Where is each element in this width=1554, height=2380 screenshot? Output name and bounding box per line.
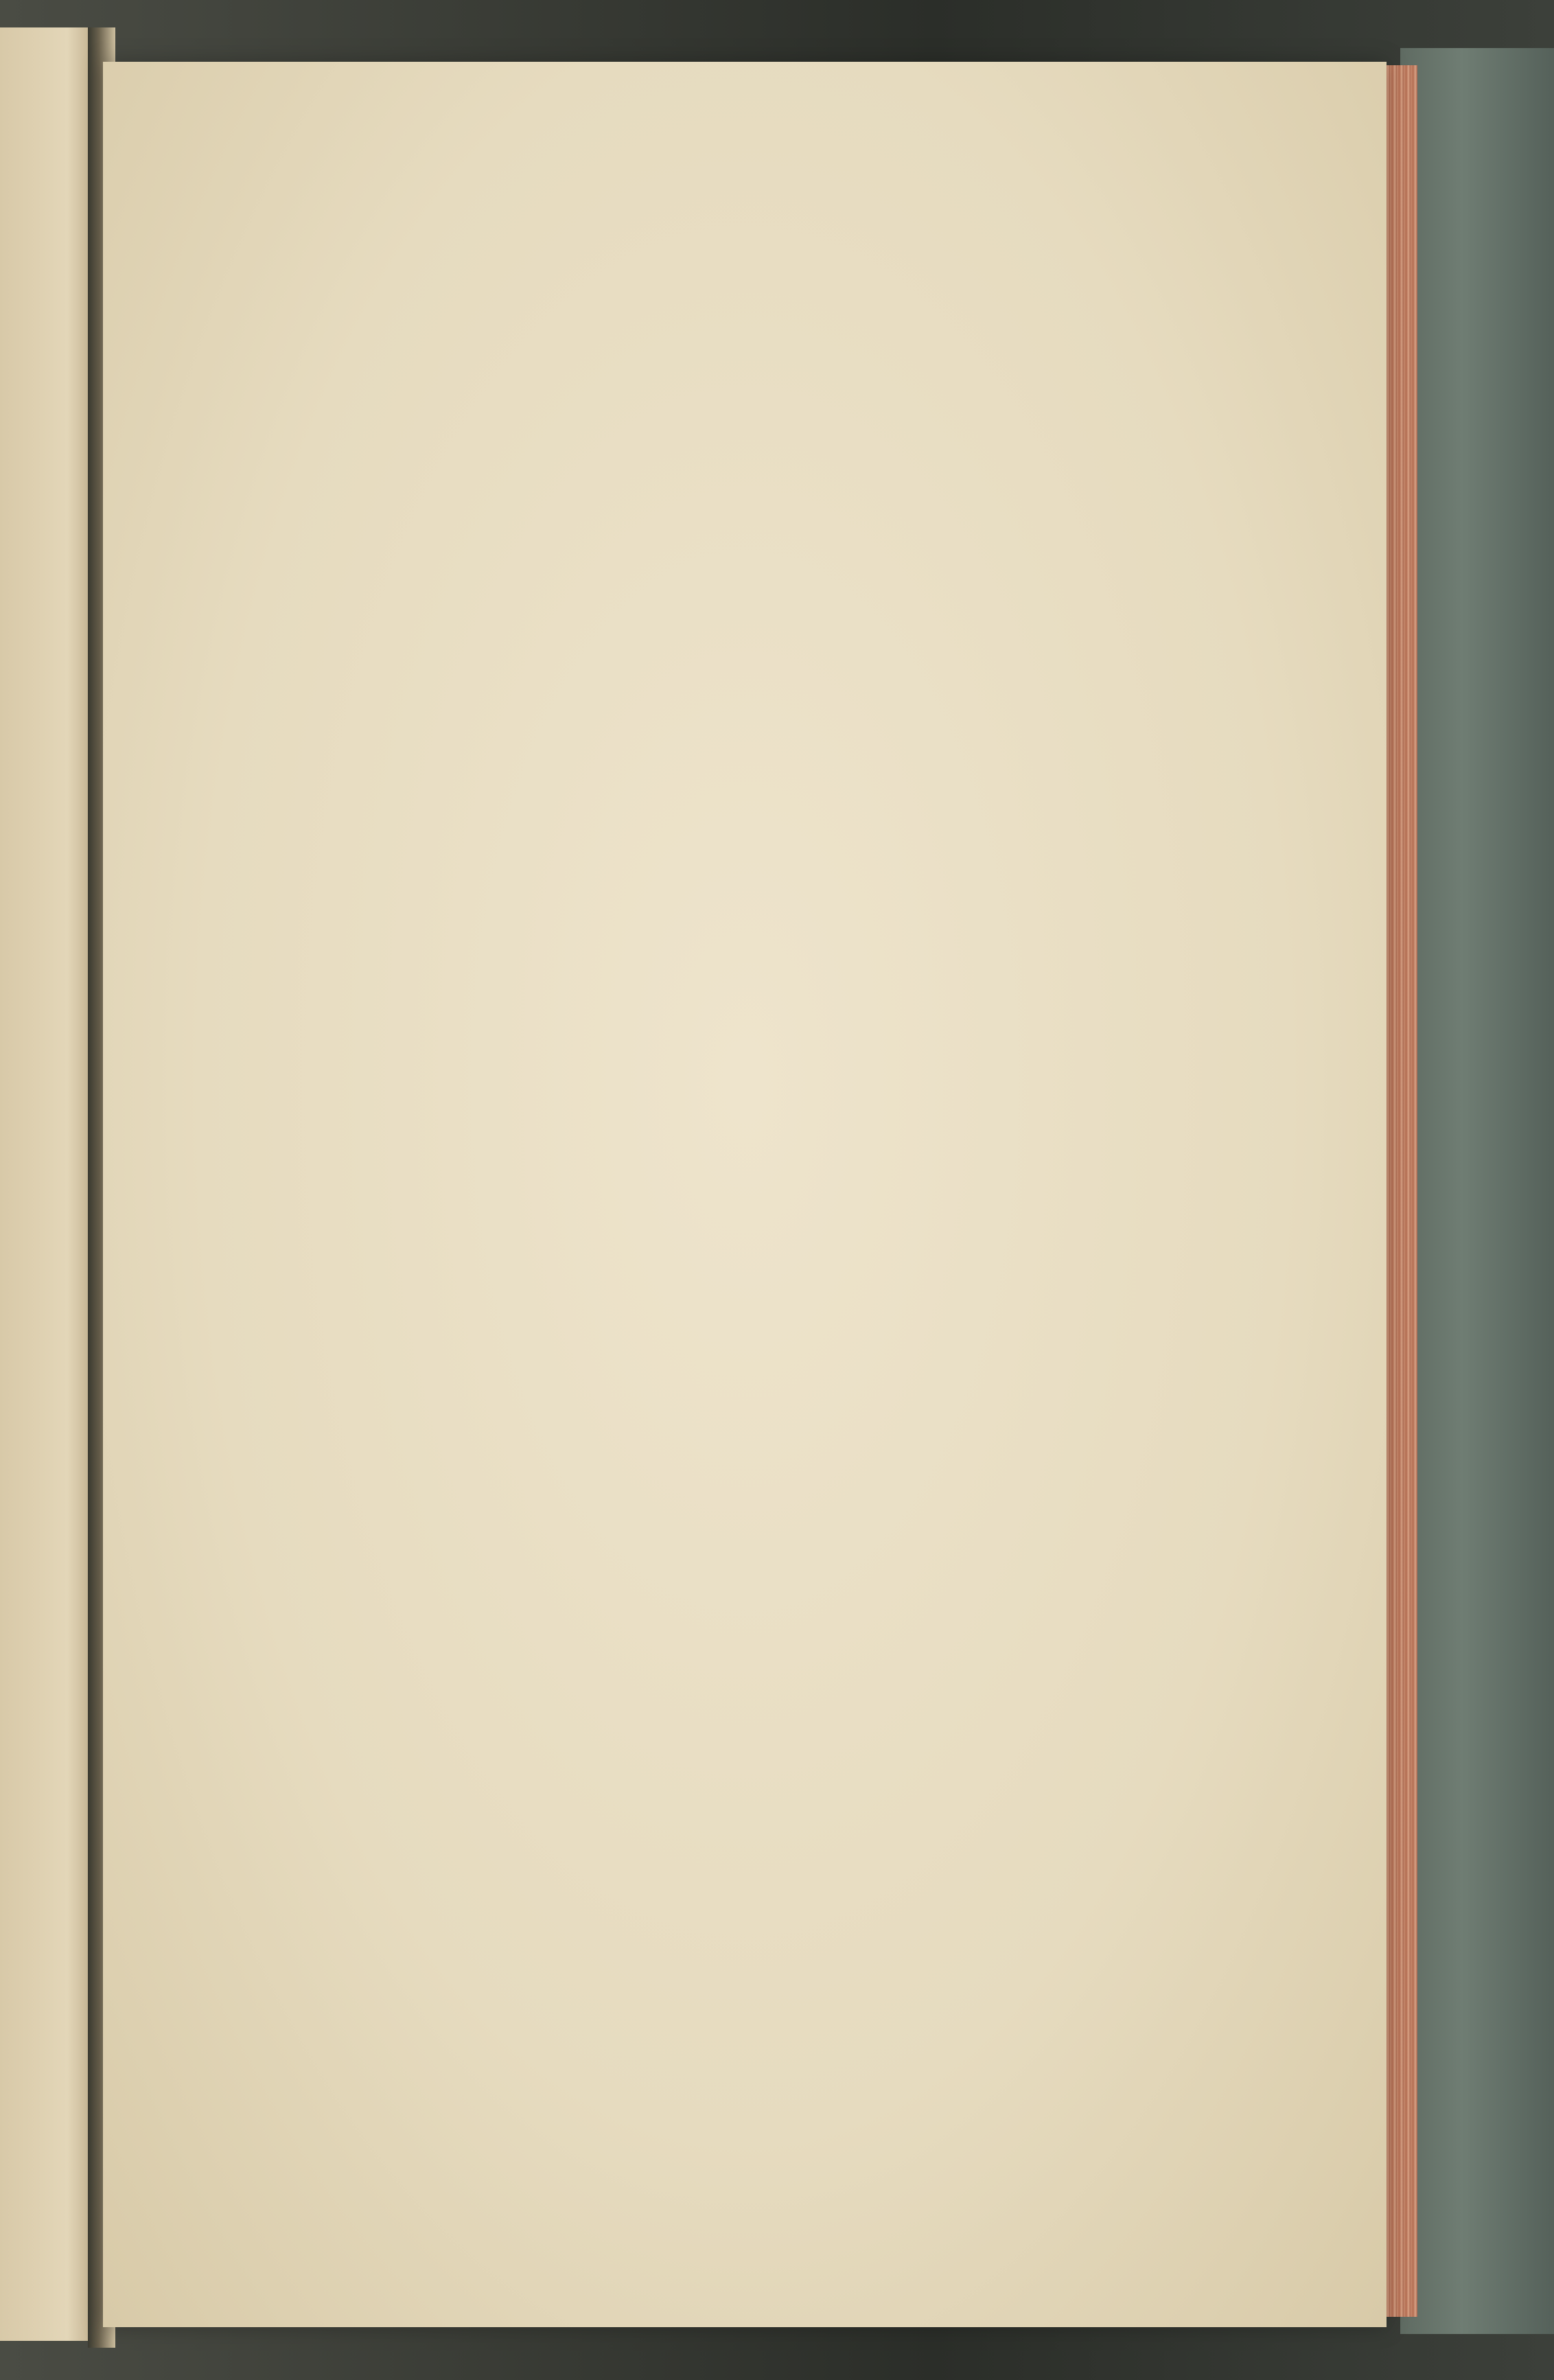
book-cover-edge [1400, 48, 1554, 2334]
book-page [103, 62, 1387, 2327]
left-page-edge [0, 27, 96, 2341]
